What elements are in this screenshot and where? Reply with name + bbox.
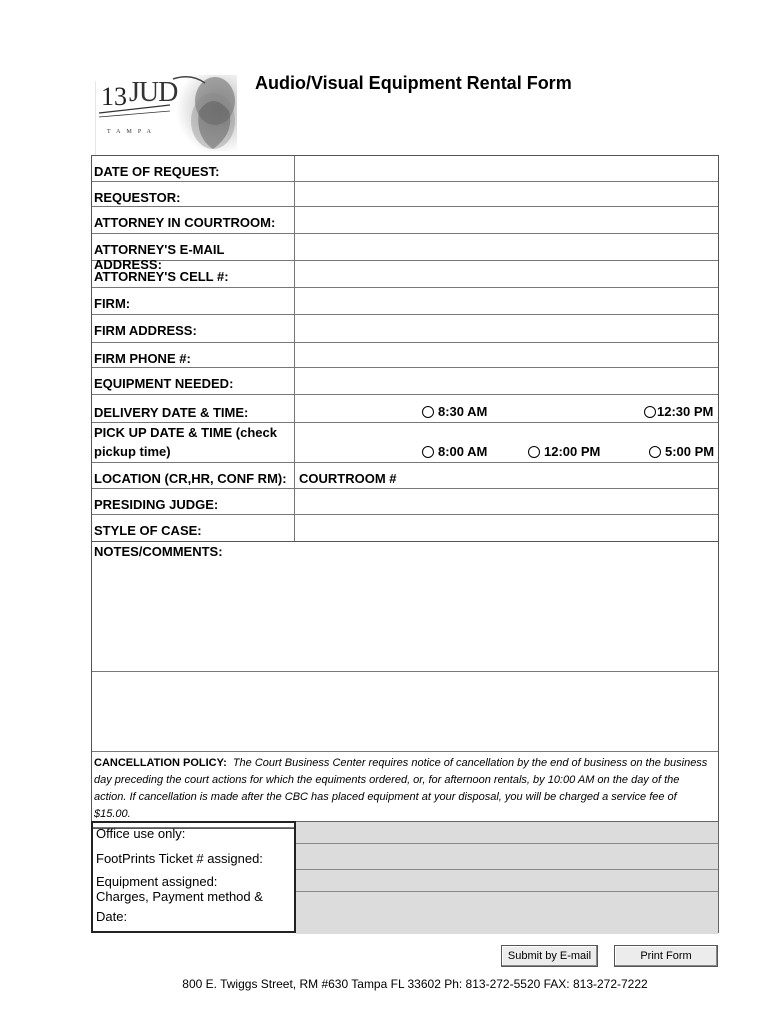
courtroom-label: COURTROOM # (299, 471, 397, 486)
office-fields (296, 821, 719, 933)
radio-circle-icon (528, 446, 540, 458)
footer-address: 800 E. Twiggs Street, RM #630 Tampa FL 33602 Ph: 813-272-5520 FAX: 813-272-7222 (182, 977, 648, 991)
style-of-case-label: STYLE OF CASE: (92, 515, 295, 541)
firm-address-input[interactable] (295, 315, 718, 342)
cancellation-policy (92, 752, 718, 828)
pickup-label (92, 423, 295, 462)
firm-address-label: FIRM ADDRESS: (92, 315, 295, 342)
radio-circle-icon (422, 446, 434, 458)
office-use-input[interactable] (296, 822, 718, 844)
row-pickup (92, 423, 718, 463)
radio-circle-icon (422, 406, 434, 418)
submit-by-email-button[interactable]: Submit by E-mail (501, 945, 598, 967)
svg-text:TAMPA: TAMPA (107, 129, 157, 135)
delivery-label: DELIVERY DATE & TIME: (92, 395, 295, 422)
row-style-of-case (92, 515, 718, 542)
pickup-label-line2: pickup time) (94, 444, 171, 459)
form-title: Audio/Visual Equipment Rental Form (255, 73, 572, 93)
office-use-label: Office use only: (96, 826, 186, 841)
ticket-input[interactable] (296, 844, 718, 870)
attorney-email-input[interactable] (295, 234, 718, 260)
rental-form (91, 155, 719, 829)
row-delivery (92, 395, 718, 423)
charges-label-line2: Date: (96, 909, 128, 924)
row-location (92, 463, 718, 489)
row-requestor (92, 182, 718, 207)
row-date-of-request (92, 156, 718, 182)
date-of-request-input[interactable] (295, 156, 718, 181)
office-use-section (91, 821, 719, 933)
row-presiding-judge (92, 489, 718, 515)
notes-area[interactable] (92, 672, 718, 752)
firm-phone-input[interactable] (295, 343, 718, 367)
requestor-label: REQUESTOR: (92, 182, 295, 206)
policy-text: The Court Business Center requires notice of cancellation by the end of business on the business day preceding the court actions for which the equimen​ts ordered, or, for afternoon rentals, by 10:00 AM on the day of the action. If cancellation is made after the CBC has placed equipment at your disposal, you will be charged a service fee of $15.00. (94, 757, 708, 820)
row-attorney-cell (92, 261, 718, 288)
pickup-label-line1: PICK UP DATE & TIME (check (94, 425, 277, 440)
row-attorney-email (92, 234, 718, 272)
svg-text:JUD: JUD (129, 77, 178, 108)
equipment-assigned-input[interactable] (296, 870, 718, 892)
policy-label: CANCELLATION POLICY: (94, 757, 227, 769)
requestor-input[interactable] (295, 182, 718, 206)
delivery-830-radio[interactable]: 8:30 AM (422, 404, 487, 419)
print-form-button[interactable]: Print Form (614, 945, 718, 967)
delivery-1230-radio[interactable]: 12:30 PM (644, 404, 713, 419)
office-labels (91, 821, 296, 933)
ticket-label: FootPrints Ticket # assigned: (96, 851, 263, 866)
firm-phone-label: FIRM PHONE #: (92, 343, 295, 367)
attorney-cell-input[interactable] (295, 261, 718, 287)
presiding-judge-label: PRESIDING JUDGE: (92, 489, 295, 514)
firm-label: FIRM: (92, 288, 295, 314)
equipment-assigned-label: Equipment assigned: (96, 874, 218, 889)
equipment-input[interactable] (295, 368, 718, 394)
pickup-500-radio[interactable]: 5:00 PM (649, 444, 714, 459)
attorney-label: ATTORNEY IN COURTROOM: (92, 207, 295, 233)
radio-circle-icon (644, 406, 656, 418)
charges-input[interactable] (296, 892, 718, 934)
court-logo (95, 71, 238, 155)
svg-text:13: 13 (101, 82, 127, 111)
row-firm-address (92, 315, 718, 343)
equipment-label: EQUIPMENT NEEDED: (92, 368, 295, 394)
charges-label-line1: Charges, Payment method & (96, 889, 263, 904)
attorney-input[interactable] (295, 207, 718, 233)
date-of-request-label: DATE OF REQUEST: (92, 156, 295, 181)
presiding-judge-input[interactable] (295, 489, 718, 514)
attorney-cell-label: ATTORNEY'S CELL #: (92, 261, 295, 287)
style-of-case-input[interactable] (295, 515, 718, 541)
row-attorney (92, 207, 718, 234)
pickup-800-radio[interactable]: 8:00 AM (422, 444, 487, 459)
notes-label: NOTES/COMMENTS: (92, 542, 718, 672)
row-equipment (92, 368, 718, 395)
row-firm (92, 288, 718, 315)
attorney-email-label: ATTORNEY'S E-MAIL ADDRESS: (92, 234, 295, 260)
location-label: LOCATION (CR,HR, CONF RM): (92, 463, 295, 488)
pickup-1200-radio[interactable]: 12:00 PM (528, 444, 600, 459)
row-firm-phone (92, 343, 718, 368)
radio-circle-icon (649, 446, 661, 458)
firm-input[interactable] (295, 288, 718, 314)
